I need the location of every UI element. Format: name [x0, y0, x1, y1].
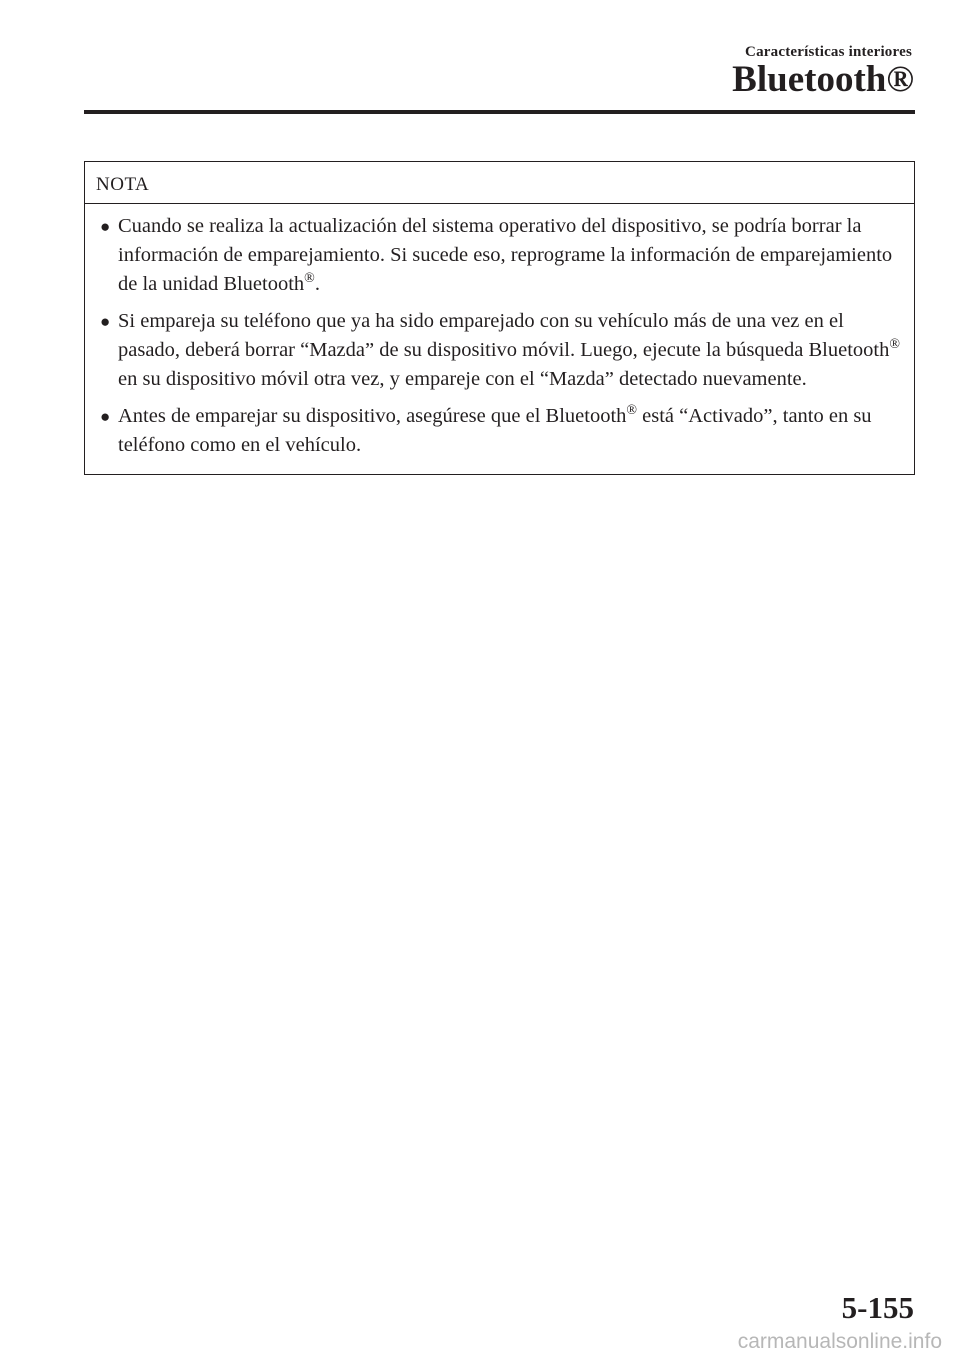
note-item — [99, 307, 902, 394]
note-item — [99, 212, 902, 299]
page-title: Bluetooth® — [732, 59, 914, 100]
note-heading: NOTA — [85, 162, 914, 204]
note-item-text-end: en su dispositivo móvil otra vez, y empareje con el “Mazda” detectado nuevamente. — [118, 368, 807, 390]
header-rule — [84, 110, 915, 114]
watermark: carmanualsonline.info — [737, 1330, 942, 1353]
bullet-icon: ● — [100, 407, 111, 426]
note-item-text: Si empareja su teléfono que ya ha sido emparejado con su vehículo más de una vez en el pasado, deberá borrar “Mazda” de su dispositivo móvil. Luego, ejecute la búsqueda Bluetooth — [118, 310, 890, 361]
note-item-text: Cuando se realiza la actualización del sistema operativo del dispositivo, se podría borrar la información de emparejamiento. Si sucede eso, reprograme la información de emparejamiento de la unidad Bluetooth — [118, 215, 893, 295]
page-number: 5-155 — [841, 1290, 914, 1325]
note-body — [85, 204, 914, 474]
bullet-icon: ● — [100, 312, 111, 331]
note-item-text-end: está “Activado”, tanto en su teléfono como en el vehículo. — [118, 405, 872, 456]
bullet-icon: ● — [100, 217, 111, 236]
note-item-text-end: . — [314, 273, 320, 295]
registered-mark: ® — [889, 337, 901, 352]
note-item-text: Antes de emparejar su dispositivo, asegúrese que el Bluetooth — [118, 405, 627, 427]
registered-mark: ® — [626, 403, 638, 418]
registered-mark: ® — [304, 271, 315, 286]
note-box — [84, 161, 915, 475]
running-header-section: Características interiores — [745, 44, 912, 60]
note-item — [99, 402, 902, 460]
